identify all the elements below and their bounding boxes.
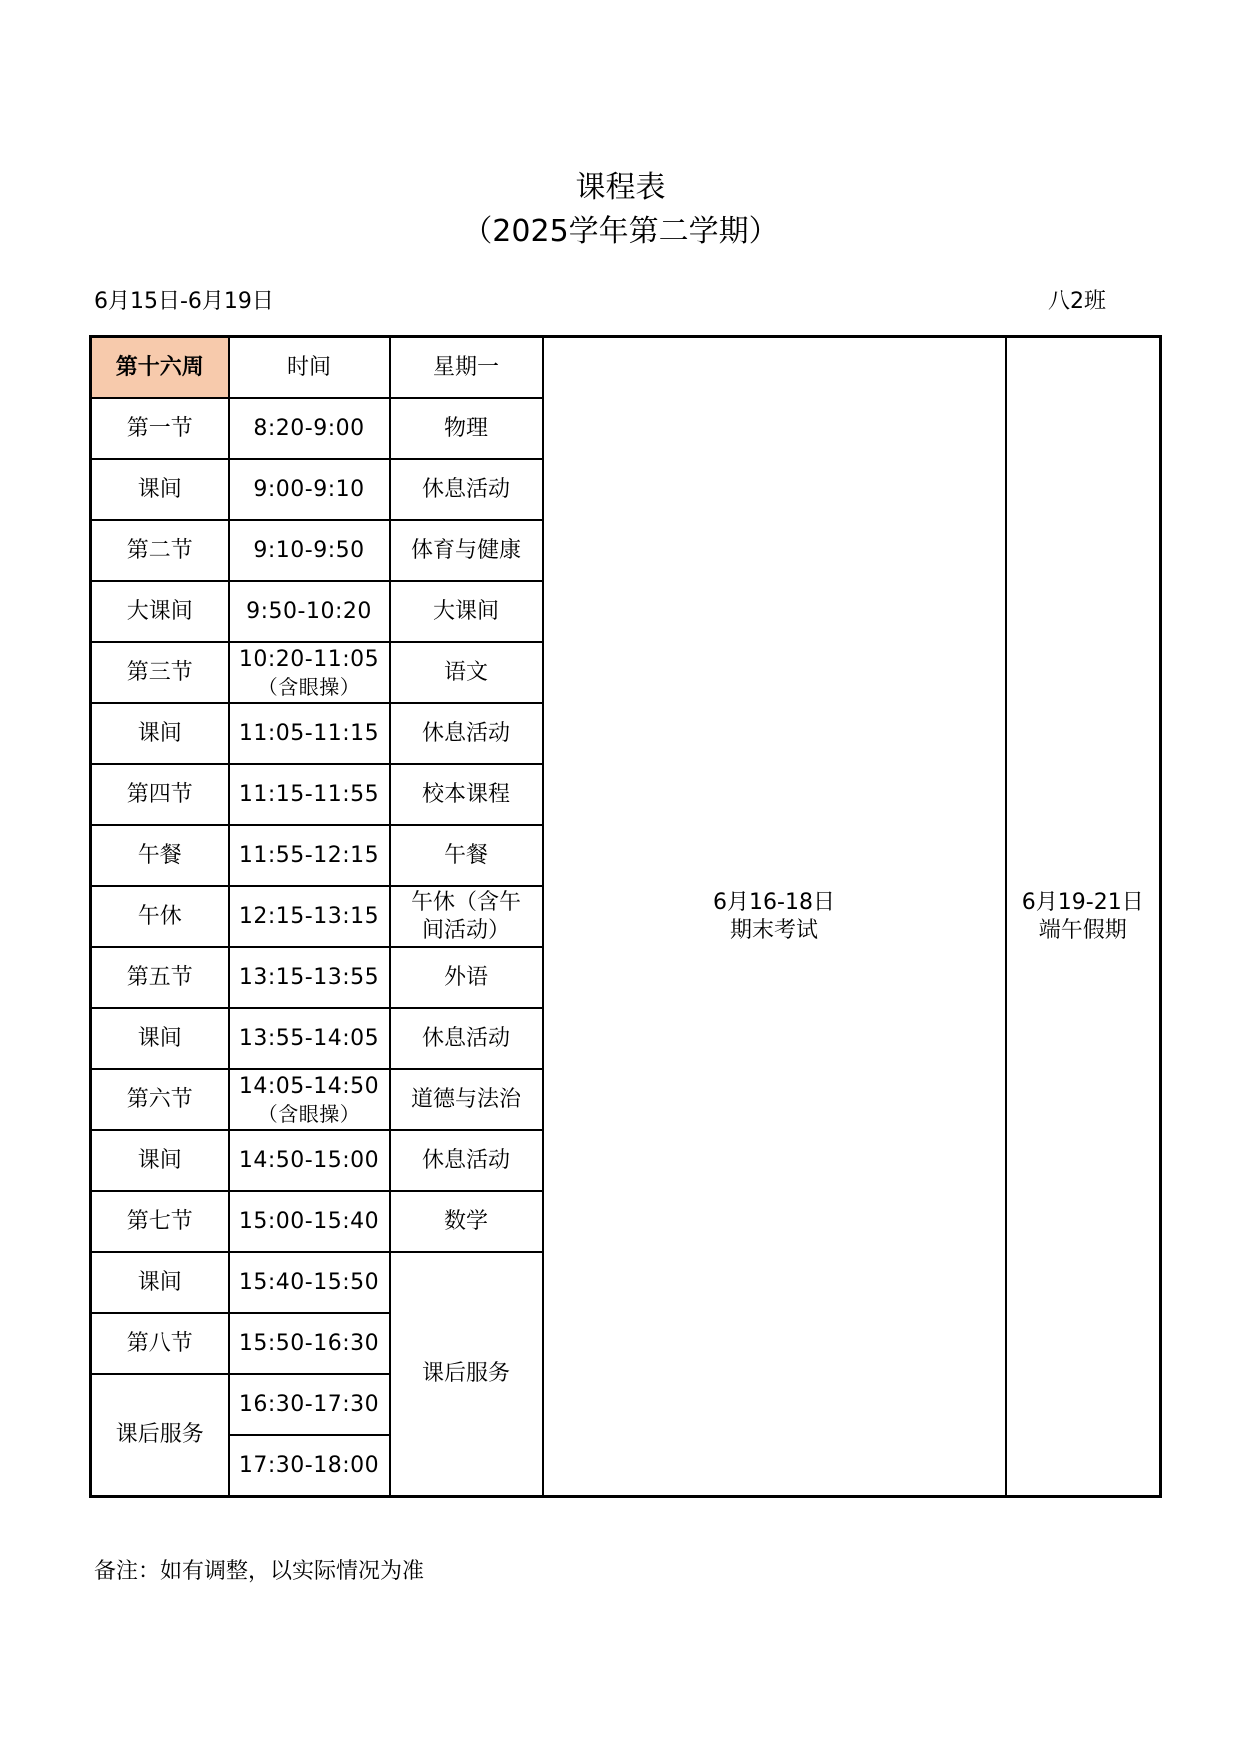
time-header: 时间 — [229, 337, 390, 399]
period-cell: 第五节 — [91, 947, 229, 1008]
period-cell: 第三节 — [91, 642, 229, 703]
period-cell: 课间 — [91, 459, 229, 520]
period-cell: 课间 — [91, 1008, 229, 1069]
time-cell — [229, 642, 390, 703]
time-cell: 14:50-15:00 — [229, 1130, 390, 1191]
period-cell: 课间 — [91, 703, 229, 764]
period-cell: 大课间 — [91, 581, 229, 642]
time-cell — [229, 1069, 390, 1130]
time-cell: 9:10-9:50 — [229, 520, 390, 581]
course-cell: 休息活动 — [390, 1008, 543, 1069]
page-subtitle: （2025学年第二学期） — [462, 214, 779, 249]
time-cell: 13:15-13:55 — [229, 947, 390, 1008]
table-header-row — [91, 337, 1161, 399]
holiday-label: 端午假期 — [1038, 917, 1127, 943]
course-cell: 语文 — [390, 642, 543, 703]
page-title: 课程表 — [575, 170, 666, 205]
time-cell: 11:55-12:15 — [229, 825, 390, 886]
week-label: 第十六周 — [91, 337, 229, 399]
time-cell: 17:30-18:00 — [229, 1435, 390, 1497]
course-line: 午休（含午 — [410, 889, 521, 915]
time-note: （含眼操） — [257, 674, 361, 699]
course-cell: 休息活动 — [390, 1130, 543, 1191]
exam-dates: 6月16-18日 — [713, 889, 835, 915]
time-cell: 12:15-13:15 — [229, 886, 390, 947]
time-cell: 11:15-11:55 — [229, 764, 390, 825]
period-cell: 午餐 — [91, 825, 229, 886]
after-school-course-cell: 课后服务 — [390, 1252, 543, 1497]
holiday-dates: 6月19-21日 — [1021, 889, 1144, 915]
day-header: 星期一 — [390, 337, 543, 399]
course-cell: 物理 — [390, 398, 543, 459]
period-cell: 第四节 — [91, 764, 229, 825]
course-cell — [390, 886, 543, 947]
time-range: 14:05-14:50 — [238, 1073, 380, 1099]
time-range: 10:20-11:05 — [238, 646, 380, 672]
course-cell: 外语 — [390, 947, 543, 1008]
time-cell: 9:50-10:20 — [229, 581, 390, 642]
time-cell: 13:55-14:05 — [229, 1008, 390, 1069]
period-cell: 第六节 — [91, 1069, 229, 1130]
date-range: 6月15日-6月19日 — [94, 289, 274, 314]
time-cell: 9:00-9:10 — [229, 459, 390, 520]
course-line: 间活动） — [421, 917, 510, 943]
course-cell: 道德与法治 — [390, 1069, 543, 1130]
time-note: （含眼操） — [257, 1101, 361, 1126]
course-cell: 大课间 — [390, 581, 543, 642]
course-cell: 校本课程 — [390, 764, 543, 825]
period-cell: 第二节 — [91, 520, 229, 581]
period-cell: 第七节 — [91, 1191, 229, 1252]
exam-block — [543, 337, 1006, 1497]
remark-note: 备注：如有调整，以实际情况为准 — [94, 1559, 425, 1584]
course-cell: 体育与健康 — [390, 520, 543, 581]
course-cell: 休息活动 — [390, 703, 543, 764]
holiday-block — [1006, 337, 1161, 1497]
time-cell: 8:20-9:00 — [229, 398, 390, 459]
class-name: 八2班 — [1048, 289, 1106, 314]
schedule-table — [89, 335, 1162, 1498]
exam-label: 期末考试 — [729, 917, 818, 943]
course-cell: 休息活动 — [390, 459, 543, 520]
period-cell: 课间 — [91, 1252, 229, 1313]
period-cell: 第一节 — [91, 398, 229, 459]
time-cell: 15:50-16:30 — [229, 1313, 390, 1374]
course-cell: 午餐 — [390, 825, 543, 886]
time-cell: 15:40-15:50 — [229, 1252, 390, 1313]
time-cell: 16:30-17:30 — [229, 1374, 390, 1435]
period-cell: 课后服务 — [91, 1374, 229, 1497]
period-cell: 午休 — [91, 886, 229, 947]
period-cell: 第八节 — [91, 1313, 229, 1374]
time-cell: 15:00-15:40 — [229, 1191, 390, 1252]
course-cell: 数学 — [390, 1191, 543, 1252]
time-cell: 11:05-11:15 — [229, 703, 390, 764]
period-cell: 课间 — [91, 1130, 229, 1191]
